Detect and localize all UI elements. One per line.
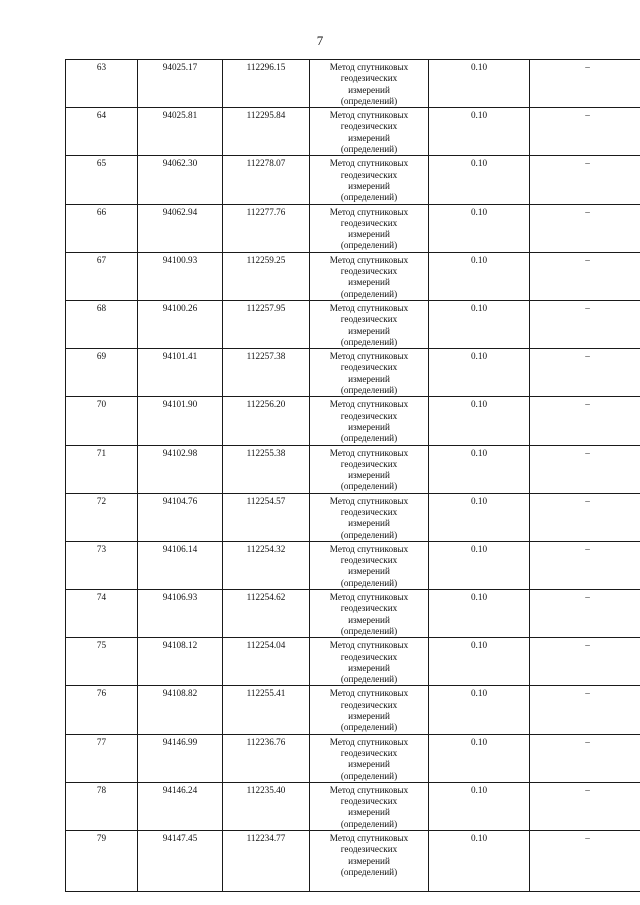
method-cell (310, 156, 429, 204)
method-line: геодезических (340, 844, 398, 855)
point-number-cell: 63 (66, 60, 138, 108)
y-coordinate-cell: 112257.95 (223, 300, 310, 348)
method-line: измерений (348, 421, 390, 432)
x-coordinate-cell: 94104.76 (138, 493, 223, 541)
note-cell: – (530, 590, 640, 638)
table-row (66, 590, 640, 638)
accuracy-cell: 0.10 (429, 60, 530, 108)
table-row (66, 300, 640, 348)
method-line: геодезических (340, 73, 398, 84)
method-line: (определений) (340, 240, 398, 251)
method-line: измерений (348, 614, 390, 625)
method-line: (определений) (340, 95, 398, 106)
x-coordinate-cell: 94025.17 (138, 60, 223, 108)
y-coordinate-cell: 112255.41 (223, 686, 310, 734)
note-cell: – (530, 445, 640, 493)
method-line: (определений) (340, 770, 398, 781)
note-cell: – (530, 831, 640, 892)
table-row (66, 734, 640, 782)
method-cell (310, 590, 429, 638)
method-line: измерений (348, 277, 390, 288)
method-cell (310, 782, 429, 830)
note-cell: – (530, 686, 640, 734)
accuracy-cell: 0.10 (429, 300, 530, 348)
y-coordinate-cell: 112296.15 (223, 60, 310, 108)
point-number-cell: 74 (66, 590, 138, 638)
method-line: (определений) (340, 481, 398, 492)
method-line: измерений (348, 566, 390, 577)
method-line: измерений (348, 759, 390, 770)
method-line: геодезических (340, 555, 398, 566)
x-coordinate-cell: 94146.99 (138, 734, 223, 782)
method-line: геодезических (340, 362, 398, 373)
method-line: геодезических (340, 506, 398, 517)
accuracy-cell: 0.10 (429, 156, 530, 204)
accuracy-cell: 0.10 (429, 734, 530, 782)
x-coordinate-cell: 94062.30 (138, 156, 223, 204)
method-line: (определений) (340, 625, 398, 636)
note-cell: – (530, 638, 640, 686)
method-line: (определений) (340, 722, 398, 733)
x-coordinate-cell: 94147.45 (138, 831, 223, 892)
method-line: геодезических (340, 458, 398, 469)
method-line: измерений (348, 229, 390, 240)
accuracy-cell: 0.10 (429, 782, 530, 830)
note-cell: – (530, 541, 640, 589)
accuracy-cell: 0.10 (429, 397, 530, 445)
table-row (66, 156, 640, 204)
x-coordinate-cell: 94025.81 (138, 108, 223, 156)
table-row (66, 782, 640, 830)
method-line: измерений (348, 855, 390, 866)
x-coordinate-cell: 94108.12 (138, 638, 223, 686)
accuracy-cell: 0.10 (429, 204, 530, 252)
method-line: Метод спутниковых (329, 688, 409, 699)
coordinates-table-body (66, 60, 640, 892)
point-number-cell: 65 (66, 156, 138, 204)
method-line: Метод спутниковых (329, 543, 409, 554)
method-line: Метод спутниковых (329, 206, 409, 217)
method-line: (определений) (340, 866, 398, 877)
point-number-cell: 70 (66, 397, 138, 445)
accuracy-cell: 0.10 (429, 831, 530, 892)
method-line: измерений (348, 807, 390, 818)
y-coordinate-cell: 112257.38 (223, 349, 310, 397)
point-number-cell: 66 (66, 204, 138, 252)
method-line: (определений) (340, 144, 398, 155)
table-row (66, 638, 640, 686)
point-number-cell: 69 (66, 349, 138, 397)
x-coordinate-cell: 94106.93 (138, 590, 223, 638)
y-coordinate-cell: 112236.76 (223, 734, 310, 782)
method-line: Метод спутниковых (329, 495, 409, 506)
coordinates-table (65, 59, 640, 892)
method-cell (310, 60, 429, 108)
method-line: Метод спутниковых (329, 399, 409, 410)
x-coordinate-cell: 94101.90 (138, 397, 223, 445)
method-line: (определений) (340, 385, 398, 396)
method-line: измерений (348, 132, 390, 143)
point-number-cell: 77 (66, 734, 138, 782)
note-cell: – (530, 156, 640, 204)
note-cell: – (530, 300, 640, 348)
y-coordinate-cell: 112256.20 (223, 397, 310, 445)
table-row (66, 445, 640, 493)
table-row (66, 541, 640, 589)
method-line: измерений (348, 470, 390, 481)
accuracy-cell: 0.10 (429, 349, 530, 397)
method-line: (определений) (340, 433, 398, 444)
note-cell: – (530, 60, 640, 108)
y-coordinate-cell: 112255.38 (223, 445, 310, 493)
y-coordinate-cell: 112277.76 (223, 204, 310, 252)
accuracy-cell: 0.10 (429, 108, 530, 156)
y-coordinate-cell: 112254.04 (223, 638, 310, 686)
method-cell (310, 204, 429, 252)
method-line: Метод спутниковых (329, 592, 409, 603)
accuracy-cell: 0.10 (429, 590, 530, 638)
point-number-cell: 71 (66, 445, 138, 493)
table-row (66, 397, 640, 445)
method-line: Метод спутниковых (329, 447, 409, 458)
x-coordinate-cell: 94101.41 (138, 349, 223, 397)
method-cell (310, 445, 429, 493)
table-row (66, 60, 640, 108)
accuracy-cell: 0.10 (429, 445, 530, 493)
y-coordinate-cell: 112259.25 (223, 252, 310, 300)
method-line: (определений) (340, 529, 398, 540)
method-line: измерений (348, 518, 390, 529)
method-line: Метод спутниковых (329, 736, 409, 747)
method-line: геодезических (340, 747, 398, 758)
method-line: геодезических (340, 651, 398, 662)
method-line: измерений (348, 325, 390, 336)
method-cell (310, 541, 429, 589)
point-number-cell: 68 (66, 300, 138, 348)
method-line: Метод спутниковых (329, 640, 409, 651)
method-line: (определений) (340, 288, 398, 299)
method-cell (310, 493, 429, 541)
method-line: измерений (348, 180, 390, 191)
note-cell: – (530, 782, 640, 830)
method-cell (310, 252, 429, 300)
accuracy-cell: 0.10 (429, 638, 530, 686)
y-coordinate-cell: 112278.07 (223, 156, 310, 204)
y-coordinate-cell: 112234.77 (223, 831, 310, 892)
x-coordinate-cell: 94106.14 (138, 541, 223, 589)
point-number-cell: 72 (66, 493, 138, 541)
method-line: измерений (348, 711, 390, 722)
method-line: геодезических (340, 796, 398, 807)
x-coordinate-cell: 94062.94 (138, 204, 223, 252)
method-cell (310, 734, 429, 782)
method-line: (определений) (340, 818, 398, 829)
method-line: измерений (348, 84, 390, 95)
method-line: Метод спутниковых (329, 351, 409, 362)
point-number-cell: 67 (66, 252, 138, 300)
point-number-cell: 73 (66, 541, 138, 589)
y-coordinate-cell: 112254.62 (223, 590, 310, 638)
method-line: (определений) (340, 674, 398, 685)
method-line: измерений (348, 662, 390, 673)
note-cell: – (530, 493, 640, 541)
method-cell (310, 108, 429, 156)
table-row (66, 493, 640, 541)
table-row (66, 349, 640, 397)
method-line: геодезических (340, 699, 398, 710)
note-cell: – (530, 108, 640, 156)
x-coordinate-cell: 94146.24 (138, 782, 223, 830)
method-line: Метод спутниковых (329, 158, 409, 169)
accuracy-cell: 0.10 (429, 252, 530, 300)
accuracy-cell: 0.10 (429, 493, 530, 541)
method-line: (определений) (340, 192, 398, 203)
point-number-cell: 78 (66, 782, 138, 830)
point-number-cell: 75 (66, 638, 138, 686)
method-cell (310, 686, 429, 734)
method-line: Метод спутниковых (329, 110, 409, 121)
accuracy-cell: 0.10 (429, 541, 530, 589)
method-cell (310, 831, 429, 892)
y-coordinate-cell: 112295.84 (223, 108, 310, 156)
point-number-cell: 76 (66, 686, 138, 734)
table-row (66, 108, 640, 156)
method-line: Метод спутниковых (329, 62, 409, 72)
method-line: геодезических (340, 603, 398, 614)
table-row (66, 204, 640, 252)
method-line: геодезических (340, 121, 398, 132)
method-line: Метод спутниковых (329, 254, 409, 265)
y-coordinate-cell: 112254.57 (223, 493, 310, 541)
y-coordinate-cell: 112254.32 (223, 541, 310, 589)
page-number: 7 (316, 33, 324, 48)
point-number-cell: 79 (66, 831, 138, 892)
table-row (66, 831, 640, 892)
x-coordinate-cell: 94108.82 (138, 686, 223, 734)
method-line: геодезических (340, 266, 398, 277)
method-line: измерений (348, 373, 390, 384)
method-line: Метод спутниковых (329, 833, 409, 843)
note-cell: – (530, 349, 640, 397)
x-coordinate-cell: 94102.98 (138, 445, 223, 493)
point-number-cell: 64 (66, 108, 138, 156)
method-line: геодезических (340, 169, 398, 180)
method-cell (310, 349, 429, 397)
note-cell: – (530, 252, 640, 300)
method-cell (310, 300, 429, 348)
accuracy-cell: 0.10 (429, 686, 530, 734)
y-coordinate-cell: 112235.40 (223, 782, 310, 830)
x-coordinate-cell: 94100.93 (138, 252, 223, 300)
table-row (66, 252, 640, 300)
method-line: Метод спутниковых (329, 784, 409, 795)
method-cell (310, 397, 429, 445)
x-coordinate-cell: 94100.26 (138, 300, 223, 348)
method-cell (310, 638, 429, 686)
note-cell: – (530, 734, 640, 782)
method-line: (определений) (340, 336, 398, 347)
method-line: Метод спутниковых (329, 302, 409, 313)
method-line: (определений) (340, 577, 398, 588)
method-line: геодезических (340, 217, 398, 228)
method-line: геодезических (340, 314, 398, 325)
method-line: геодезических (340, 410, 398, 421)
note-cell: – (530, 397, 640, 445)
note-cell: – (530, 204, 640, 252)
table-row (66, 686, 640, 734)
